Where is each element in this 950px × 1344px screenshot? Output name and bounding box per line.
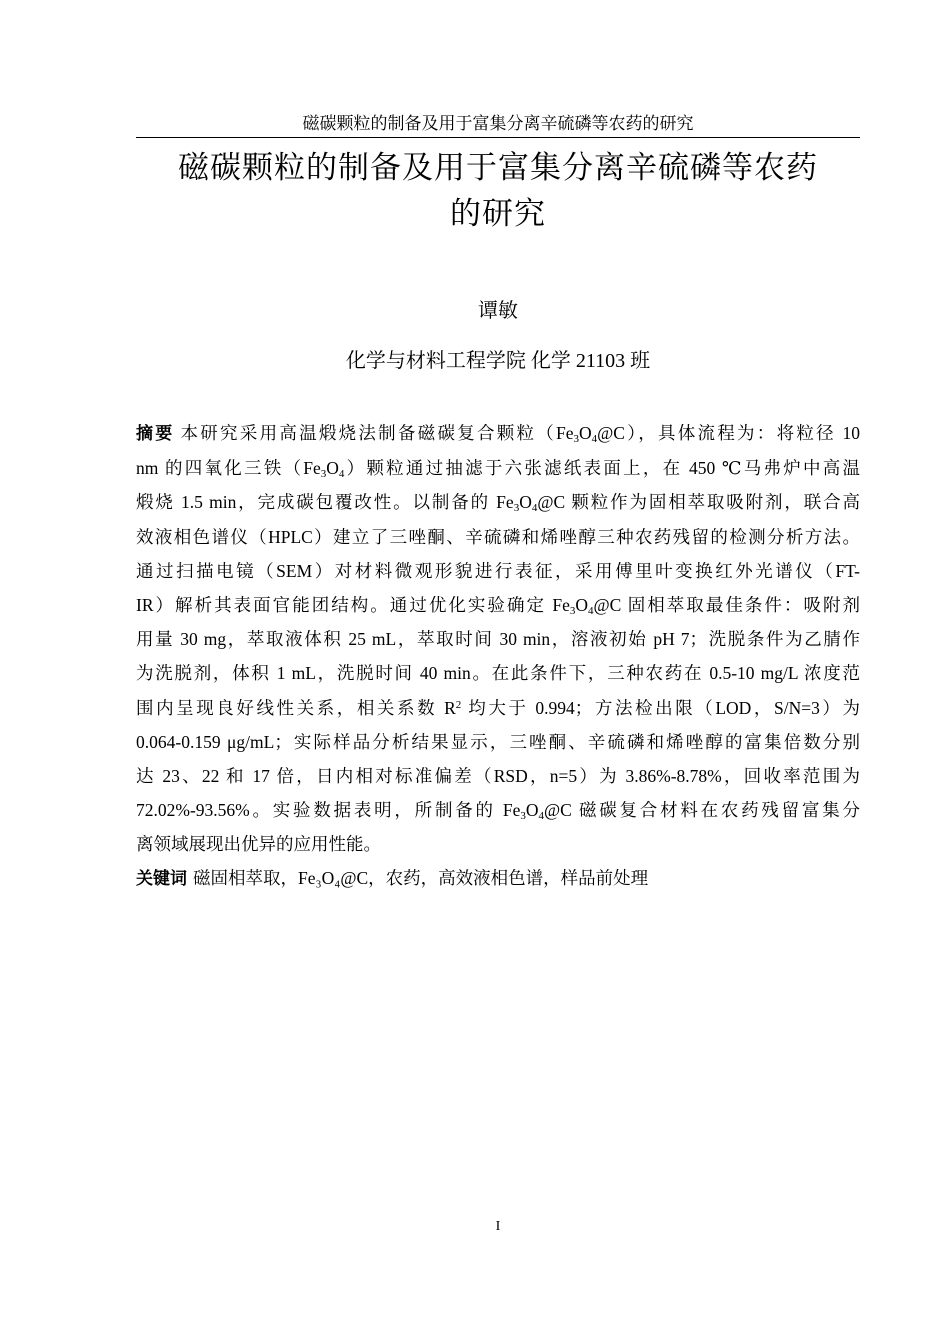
abstract-line: 离领域展现出优异的应用性能。 bbox=[136, 834, 381, 855]
keywords-label: 关键词 bbox=[136, 869, 187, 889]
author-affiliation: 化学与材料工程学院 化学 21103 班 bbox=[345, 350, 651, 372]
abstract-line: 72.02%-93.56%。实验数据表明，所制备的 $Fe_3O_4@C$ 磁碳复合材料在农药残留富集分 bbox=[136, 800, 860, 823]
abstract-line: nm 的四氧化三铁$(Fe_3O_4)$颗粒通过抽滤于六张滤纸表面上，在 450 ℃马弗炉中高温 bbox=[136, 458, 860, 481]
abstract bbox=[136, 416, 860, 862]
abstract-line: IR）解析其表面官能团结构。通过优化实验确定 $Fe_3O_4@C$ 固相萃取最佳条件：吸附剂 bbox=[136, 595, 860, 618]
title-line-2: 的研究 bbox=[450, 196, 546, 232]
author-name: 谭敏 bbox=[478, 300, 518, 322]
abstract-line: 煅烧 1.5 min，完成碳包覆改性。以制备的 $Fe_3O_4@C$ 颗粒作为固相萃取吸附剂，联合高 bbox=[136, 492, 860, 515]
abstract-line: 效液相色谱仪（HPLC）建立了三唑酮、辛硫磷和烯唑醇三种农药残留的检测分析方法。 bbox=[136, 526, 860, 547]
abstract-line: 达 23、22 和 17 倍，日内相对标准偏差（RSD，n=5）为 3.86%-8.78%，回收率范围为 bbox=[136, 766, 860, 787]
abstract-line: 0.064-0.159 μg/mL；实际样品分析结果显示，三唑酮、辛硫磷和烯唑醇的富集倍数分别 bbox=[136, 731, 860, 752]
abstract-label: 摘要 bbox=[136, 424, 175, 444]
header-rule bbox=[136, 137, 860, 138]
keywords bbox=[136, 861, 860, 896]
abstract-line: 通过扫描电镜（SEM）对材料微观形貌进行表征，采用傅里叶变换红外光谱仪（FT- bbox=[136, 560, 860, 581]
abstract-line: 用量 30 mg，萃取液体积 25 mL，萃取时间 30 min，溶液初始 pH 7；洗脱条件为乙腈作 bbox=[136, 629, 860, 650]
abstract-line: 为洗脱剂，体积 1 mL，洗脱时间 40 min。在此条件下，三种农药在 0.5-10 mg/L 浓度范 bbox=[136, 663, 860, 684]
abstract-line: 摘要 本研究采用高温煅烧法制备磁碳复合颗粒$(Fe_3O_4@C)$，具体流程为：将粒径 10 bbox=[136, 423, 861, 445]
keywords-text: 磁固相萃取，Fe₃O₄@C，农药，高效液相色谱，样品前处理 bbox=[193, 868, 649, 888]
paper-title bbox=[136, 145, 860, 237]
running-header: 磁碳颗粒的制备及用于富集分离辛硫磷等农药的研究 bbox=[302, 114, 694, 133]
page-number: I bbox=[495, 1219, 501, 1234]
abstract-line: 围内呈现良好线性关系，相关系数 $R^2$ 均大于 0.994；方法检出限（LOD，S/N=3）为 bbox=[136, 697, 860, 718]
title-line-1: 磁碳颗粒的制备及用于富集分离辛硫磷等农药 bbox=[178, 150, 818, 186]
